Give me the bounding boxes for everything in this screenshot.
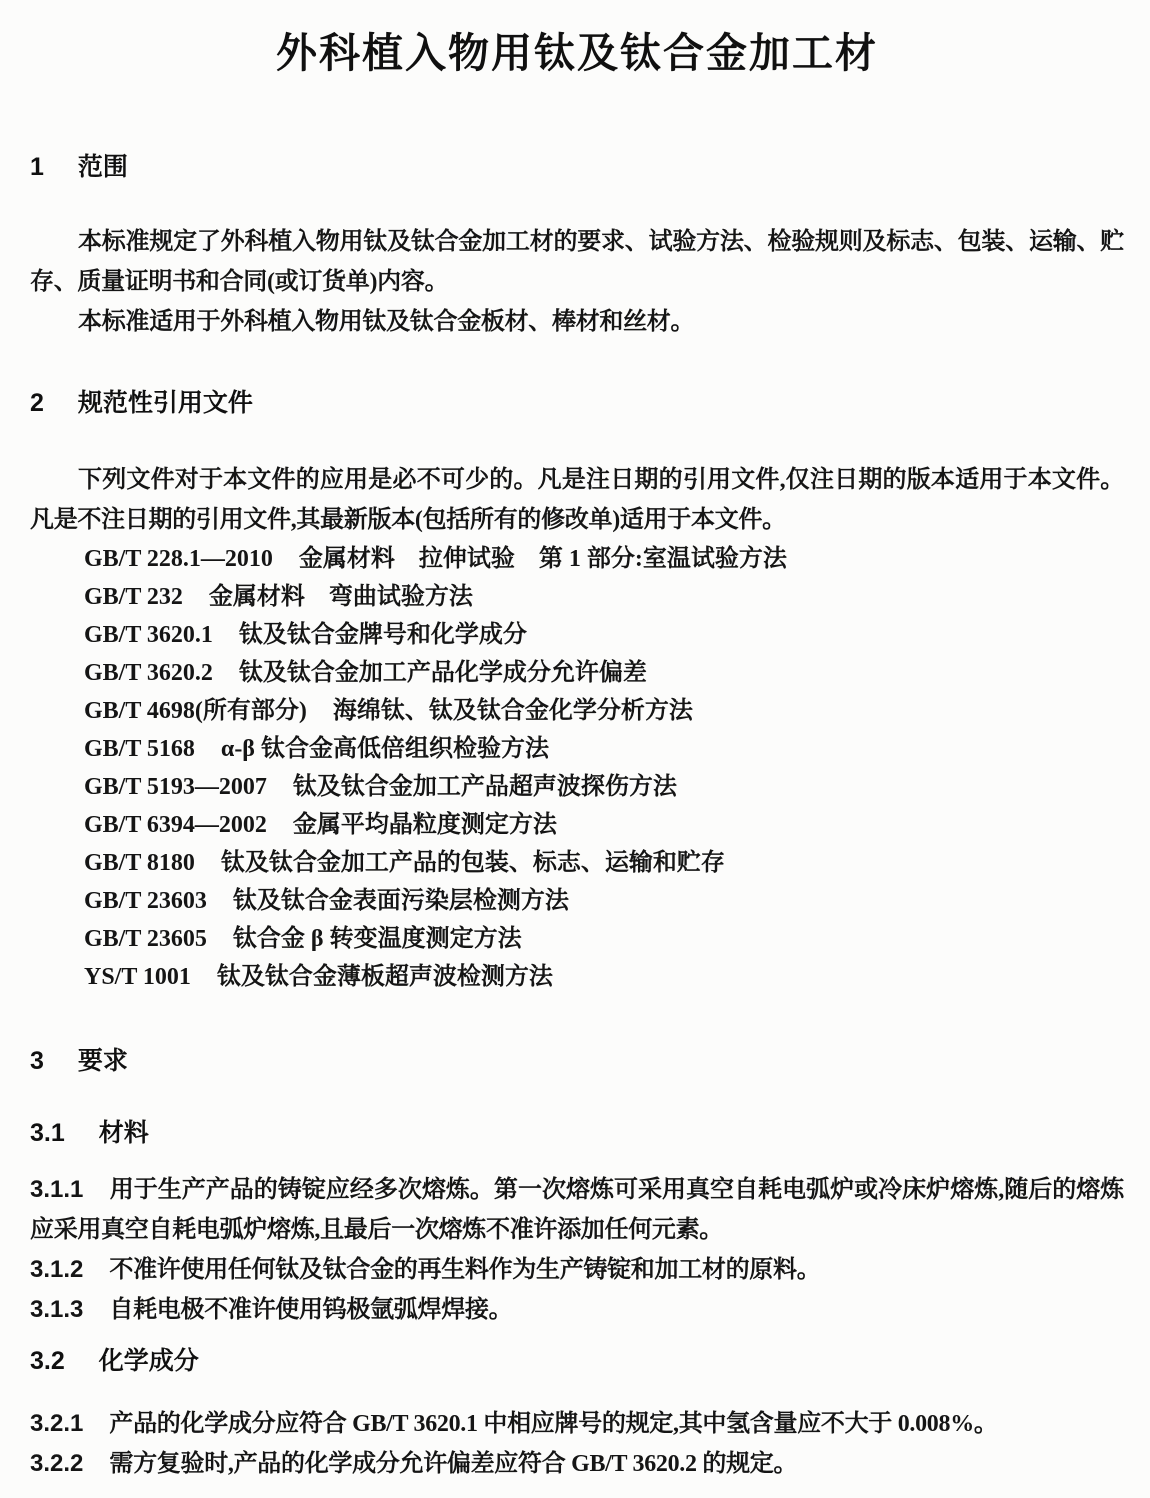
- reference-title: 钛及钛合金加工产品化学成分允许偏差: [238, 660, 647, 686]
- references-intro: [30, 460, 1124, 540]
- reference-code: GB/T 228.1—2010: [84, 546, 273, 572]
- section-3-1-title: 材料: [98, 1119, 149, 1147]
- section-3-1-number: 3.1: [30, 1119, 65, 1147]
- reference-code: GB/T 3620.1: [84, 622, 213, 648]
- reference-title: 金属平均晶粒度测定方法: [292, 812, 557, 838]
- reference-title: 金属材料 拉伸试验 第 1 部分:室温试验方法: [298, 546, 787, 572]
- clause-number: 3.1.3: [30, 1296, 84, 1323]
- section-1-title: 范围: [77, 153, 128, 181]
- clause-number: 3.1.2: [30, 1256, 84, 1283]
- reference-item: [30, 882, 1124, 920]
- section-2-title: 规范性引用文件: [77, 389, 253, 417]
- clause-text: 不准许使用任何钛及钛合金的再生料作为生产铸锭和加工材的原料。: [109, 1257, 821, 1283]
- reference-item: [30, 806, 1124, 844]
- section-3-2-number: 3.2: [30, 1347, 65, 1375]
- reference-item: [30, 844, 1124, 882]
- reference-code: GB/T 8180: [84, 850, 195, 876]
- reference-title: 钛及钛合金牌号和化学成分: [238, 622, 527, 648]
- reference-item: [30, 768, 1124, 806]
- section-3-2-title: 化学成分: [98, 1347, 199, 1375]
- section-3-number: 3: [30, 1047, 44, 1075]
- reference-code: GB/T 5168: [84, 736, 195, 762]
- reference-title: 钛及钛合金加工产品超声波探伤方法: [292, 774, 677, 800]
- reference-item: [30, 578, 1124, 616]
- references-list: [30, 540, 1124, 996]
- section-2-number: 2: [30, 389, 44, 417]
- reference-title: 海绵钛、钛及钛合金化学分析方法: [332, 698, 693, 724]
- clause-number: 3.2.2: [30, 1450, 84, 1477]
- clause: [30, 1170, 1124, 1250]
- reference-title: 钛合金 β 转变温度测定方法: [232, 926, 522, 952]
- reference-item: [30, 654, 1124, 692]
- reference-code: GB/T 23603: [84, 888, 207, 914]
- reference-code: GB/T 6394—2002: [84, 812, 267, 838]
- reference-item: [30, 920, 1124, 958]
- reference-title: 钛及钛合金薄板超声波检测方法: [216, 964, 553, 990]
- reference-title: 金属材料 弯曲试验方法: [208, 584, 473, 610]
- clause-number: 3.1.1: [30, 1176, 84, 1203]
- section-3-title: 要求: [77, 1047, 128, 1075]
- scope-paragraph: 本标准适用于外科植入物用钛及钛合金板材、棒材和丝材。: [78, 309, 695, 335]
- clause: [30, 1404, 1124, 1444]
- reference-item: [30, 692, 1124, 730]
- reference-title: 钛及钛合金加工产品的包装、标志、运输和贮存: [220, 850, 725, 876]
- references-intro-paragraph: 下列文件对于本文件的应用是必不可少的。凡是注日期的引用文件,仅注日期的版本适用于本文件。凡是不注日期的引用文件,其最新版本(包括所有的修改单)适用于本文件。: [30, 467, 1124, 533]
- section-3-1-heading: [30, 1118, 1124, 1148]
- section-3-heading: [30, 1046, 1124, 1076]
- clause-number: 3.2.1: [30, 1410, 84, 1437]
- chemical-composition-clauses: [30, 1404, 1124, 1484]
- reference-code: YS/T 1001: [84, 964, 191, 990]
- document-title: 外科植入物用钛及钛合金加工材: [276, 30, 878, 76]
- reference-item: [30, 958, 1124, 996]
- reference-item: [30, 616, 1124, 654]
- scope-paragraph: 本标准规定了外科植入物用钛及钛合金加工材的要求、试验方法、检验规则及标志、包装、运输、贮存、质量证明书和合同(或订货单)内容。: [30, 229, 1124, 295]
- clause: [30, 1250, 1124, 1290]
- clause-text: 自耗电极不准许使用钨极氩弧焊焊接。: [109, 1297, 513, 1323]
- clause-text: 需方复验时,产品的化学成分允许偏差应符合 GB/T 3620.2 的规定。: [109, 1451, 798, 1477]
- reference-code: GB/T 3620.2: [84, 660, 213, 686]
- clause-text: 用于生产产品的铸锭应经多次熔炼。第一次熔炼可采用真空自耗电弧炉或冷床炉熔炼,随后的熔炼应采用真空自耗电弧炉熔炼,且最后一次熔炼不准许添加任何元素。: [30, 1177, 1124, 1243]
- reference-code: GB/T 23605: [84, 926, 207, 952]
- reference-title: 钛及钛合金表面污染层检测方法: [232, 888, 569, 914]
- reference-code: GB/T 232: [84, 584, 183, 610]
- reference-code: GB/T 5193—2007: [84, 774, 267, 800]
- reference-item: [30, 730, 1124, 768]
- section-1-heading: [30, 152, 1124, 182]
- reference-code: GB/T 4698(所有部分): [84, 698, 307, 724]
- clause: [30, 1444, 1124, 1484]
- reference-title: α-β 钛合金高低倍组织检验方法: [220, 736, 549, 762]
- clause-text: 产品的化学成分应符合 GB/T 3620.1 中相应牌号的规定,其中氢含量应不大于 0.008%。: [109, 1411, 998, 1437]
- scope-paragraphs: [30, 222, 1124, 342]
- section-1-number: 1: [30, 153, 44, 181]
- clause: [30, 1290, 1124, 1330]
- section-2-heading: [30, 388, 1124, 418]
- reference-item: [30, 540, 1124, 578]
- section-3-2-heading: [30, 1346, 1124, 1376]
- material-clauses: [30, 1170, 1124, 1330]
